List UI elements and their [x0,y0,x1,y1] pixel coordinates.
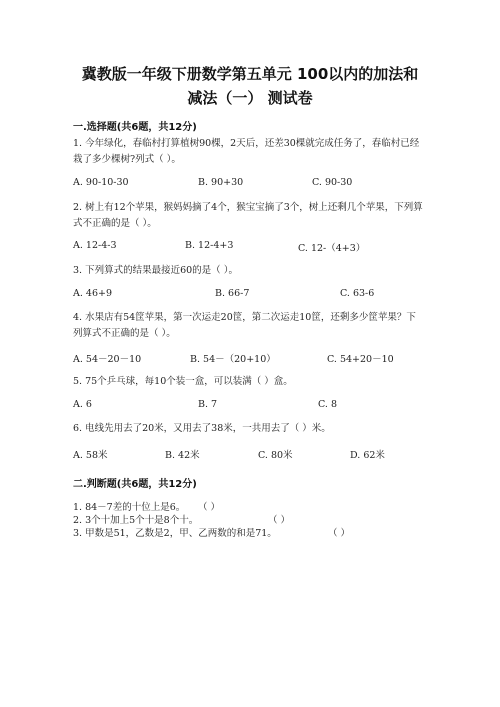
q6-option-b: B. 42米 [165,450,200,461]
judge-item-3: 3. 甲数是51，乙数是2，甲、乙两数的和是71。 [73,528,277,539]
page-title [40,62,460,110]
title-line-1: 冀教版一年级下册数学第五单元 100以内的加法和 [81,65,419,83]
q5-option-c: C. 8 [318,399,338,410]
question-4: 4. 水果店有54筐苹果，第一次运走20筐，第二次运走10筐，还剩多少筐苹果？下列算式不正确的是（ ）。 [73,312,416,339]
q2-option-b: B. 12-4+3 [185,240,234,251]
question-5: 5. 75个乒乓球，每10个装一盒，可以装满（ ）盒。 [73,376,293,387]
q3-option-a: A. 46+9 [73,288,112,299]
judge-item-3-answer-blank: （ ） [328,528,351,539]
section-heading-choice: 一.选择题(共6题，共12分) [73,122,197,133]
q4-option-a: A. 54－20－10 [73,354,142,365]
question-6: 6. 电线先用去了20米，又用去了38米，一共用去了（ ）米。 [73,423,331,434]
q6-option-a: A. 58米 [73,450,108,461]
q2-option-a: A. 12-4-3 [73,240,117,251]
q6-option-d: D. 62米 [350,450,385,461]
q5-option-a: A. 6 [73,399,92,410]
judge-item-2: 2. 3个十加上5个十是8个十。 [73,515,199,526]
question-1: 1. 今年绿化，春临村打算植树90棵，2天后，还差30棵就完成任务了，春临村已经栽了多少棵树?列式（ ）。 [73,138,420,165]
q4-option-c: C. 54+20－10 [327,354,394,365]
question-3: 3. 下列算式的结果最接近60的是（ ）。 [73,265,238,276]
question-2: 2. 树上有12个苹果，猴妈妈摘了4个，猴宝宝摘了3个，树上还剩几个苹果，下列算式不正确的是（ ）。 [73,202,423,229]
q1-option-b: B. 90+30 [198,177,244,188]
q4-option-b: B. 54－（20+10） [190,354,276,365]
judge-item-1: 1. 84－7差的十位上是6。 [73,502,186,513]
q3-option-b: B. 66-7 [215,288,250,299]
q2-option-c: C. 12-（4+3） [298,243,366,254]
q6-option-c: C. 80米 [258,450,293,461]
judge-item-1-answer-blank: （ ） [198,502,221,513]
q5-option-b: B. 7 [198,399,218,410]
q1-option-a: A. 90-10-30 [73,177,129,188]
judge-item-2-answer-blank: （ ） [268,515,291,526]
q3-option-c: C. 63-6 [340,288,375,299]
q1-option-c: C. 90-30 [312,177,353,188]
section-heading-judge: 二.判断题(共6题，共12分) [73,479,197,490]
title-line-2: 减法（一） 测试卷 [187,89,313,107]
